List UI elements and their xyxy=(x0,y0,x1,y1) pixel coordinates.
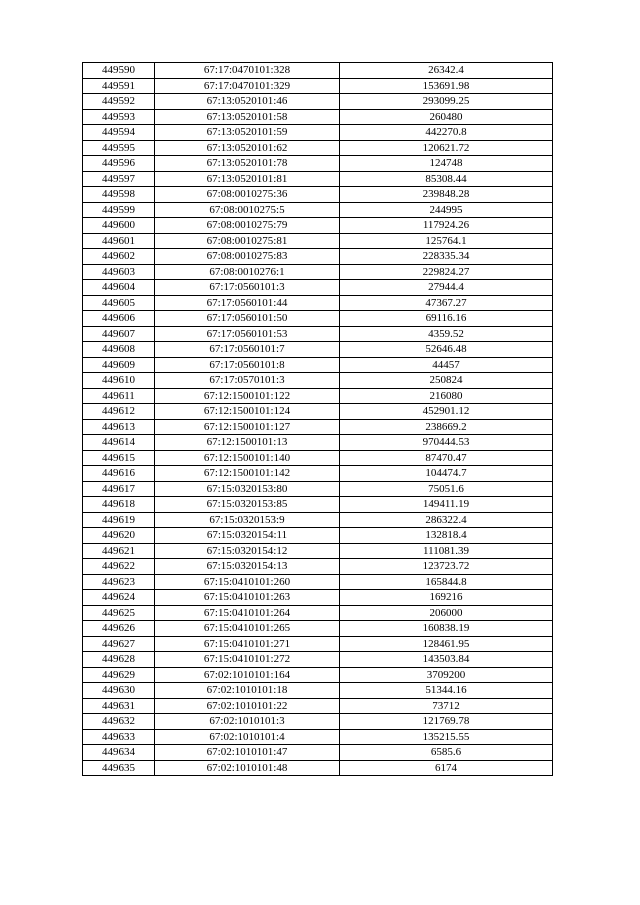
cadastral-number-cell: 67:02:1010101:47 xyxy=(155,745,340,761)
row-number-cell: 449602 xyxy=(83,249,155,265)
value-cell: 52646.48 xyxy=(340,342,553,358)
cadastral-number-cell: 67:12:1500101:13 xyxy=(155,435,340,451)
row-number-cell: 449622 xyxy=(83,559,155,575)
row-number-cell: 449632 xyxy=(83,714,155,730)
value-cell: 3709200 xyxy=(340,667,553,683)
table-row xyxy=(83,125,553,141)
value-cell: 169216 xyxy=(340,590,553,606)
value-cell: 229824.27 xyxy=(340,264,553,280)
row-number-cell: 449604 xyxy=(83,280,155,296)
table-row xyxy=(83,202,553,218)
cadastral-number-cell: 67:15:0410101:260 xyxy=(155,574,340,590)
table-row xyxy=(83,357,553,373)
row-number-cell: 449603 xyxy=(83,264,155,280)
value-cell: 73712 xyxy=(340,698,553,714)
value-cell: 87470.47 xyxy=(340,450,553,466)
table-row xyxy=(83,249,553,265)
row-number-cell: 449600 xyxy=(83,218,155,234)
table-row xyxy=(83,264,553,280)
cadastral-number-cell: 67:17:0570101:3 xyxy=(155,373,340,389)
cadastral-number-cell: 67:15:0320153:80 xyxy=(155,481,340,497)
cadastral-number-cell: 67:15:0320153:9 xyxy=(155,512,340,528)
table-row xyxy=(83,373,553,389)
table-row xyxy=(83,652,553,668)
table-row xyxy=(83,745,553,761)
value-cell: 85308.44 xyxy=(340,171,553,187)
value-cell: 238669.2 xyxy=(340,419,553,435)
value-cell: 117924.26 xyxy=(340,218,553,234)
table-row xyxy=(83,667,553,683)
row-number-cell: 449621 xyxy=(83,543,155,559)
value-cell: 26342.4 xyxy=(340,63,553,79)
table-row xyxy=(83,404,553,420)
table-row xyxy=(83,466,553,482)
cadastral-number-cell: 67:15:0410101:264 xyxy=(155,605,340,621)
table-row xyxy=(83,218,553,234)
row-number-cell: 449594 xyxy=(83,125,155,141)
cadastral-number-cell: 67:02:1010101:3 xyxy=(155,714,340,730)
value-cell: 135215.55 xyxy=(340,729,553,745)
row-number-cell: 449590 xyxy=(83,63,155,79)
table-row xyxy=(83,156,553,172)
row-number-cell: 449610 xyxy=(83,373,155,389)
value-cell: 260480 xyxy=(340,109,553,125)
value-cell: 123723.72 xyxy=(340,559,553,575)
cadastral-number-cell: 67:08:0010275:5 xyxy=(155,202,340,218)
row-number-cell: 449616 xyxy=(83,466,155,482)
cadastral-number-cell: 67:15:0410101:272 xyxy=(155,652,340,668)
cadastral-number-cell: 67:15:0410101:263 xyxy=(155,590,340,606)
value-cell: 132818.4 xyxy=(340,528,553,544)
table-row xyxy=(83,636,553,652)
cadastral-number-cell: 67:12:1500101:140 xyxy=(155,450,340,466)
value-cell: 75051.6 xyxy=(340,481,553,497)
cadastral-number-cell: 67:13:0520101:58 xyxy=(155,109,340,125)
cadastral-number-cell: 67:08:0010275:83 xyxy=(155,249,340,265)
value-cell: 44457 xyxy=(340,357,553,373)
cadastral-number-cell: 67:12:1500101:142 xyxy=(155,466,340,482)
row-number-cell: 449629 xyxy=(83,667,155,683)
row-number-cell: 449598 xyxy=(83,187,155,203)
cadastral-number-cell: 67:02:1010101:164 xyxy=(155,667,340,683)
table-row xyxy=(83,481,553,497)
table-row xyxy=(83,419,553,435)
cadastral-number-cell: 67:02:1010101:22 xyxy=(155,698,340,714)
value-cell: 6585.6 xyxy=(340,745,553,761)
cadastral-number-cell: 67:08:0010275:36 xyxy=(155,187,340,203)
row-number-cell: 449597 xyxy=(83,171,155,187)
row-number-cell: 449630 xyxy=(83,683,155,699)
table-row xyxy=(83,435,553,451)
value-cell: 165844.8 xyxy=(340,574,553,590)
row-number-cell: 449607 xyxy=(83,326,155,342)
cadastral-number-cell: 67:12:1500101:124 xyxy=(155,404,340,420)
table-row xyxy=(83,109,553,125)
value-cell: 244995 xyxy=(340,202,553,218)
value-cell: 120621.72 xyxy=(340,140,553,156)
row-number-cell: 449618 xyxy=(83,497,155,513)
row-number-cell: 449613 xyxy=(83,419,155,435)
value-cell: 286322.4 xyxy=(340,512,553,528)
cadastral-number-cell: 67:15:0320154:12 xyxy=(155,543,340,559)
row-number-cell: 449593 xyxy=(83,109,155,125)
row-number-cell: 449608 xyxy=(83,342,155,358)
row-number-cell: 449617 xyxy=(83,481,155,497)
row-number-cell: 449614 xyxy=(83,435,155,451)
value-cell: 6174 xyxy=(340,760,553,776)
value-cell: 216080 xyxy=(340,388,553,404)
value-cell: 970444.53 xyxy=(340,435,553,451)
table-row xyxy=(83,388,553,404)
table-row xyxy=(83,729,553,745)
row-number-cell: 449596 xyxy=(83,156,155,172)
table-row xyxy=(83,543,553,559)
table-row xyxy=(83,171,553,187)
value-cell: 69116.16 xyxy=(340,311,553,327)
value-cell: 124748 xyxy=(340,156,553,172)
row-number-cell: 449595 xyxy=(83,140,155,156)
table-row xyxy=(83,621,553,637)
value-cell: 4359.52 xyxy=(340,326,553,342)
data-table xyxy=(82,62,553,776)
value-cell: 228335.34 xyxy=(340,249,553,265)
table-row xyxy=(83,683,553,699)
cadastral-number-cell: 67:15:0320154:11 xyxy=(155,528,340,544)
row-number-cell: 449628 xyxy=(83,652,155,668)
table-row xyxy=(83,605,553,621)
row-number-cell: 449605 xyxy=(83,295,155,311)
table-row xyxy=(83,528,553,544)
row-number-cell: 449631 xyxy=(83,698,155,714)
table-row xyxy=(83,326,553,342)
table-row xyxy=(83,140,553,156)
cadastral-number-cell: 67:13:0520101:46 xyxy=(155,94,340,110)
cadastral-number-cell: 67:15:0320154:13 xyxy=(155,559,340,575)
value-cell: 153691.98 xyxy=(340,78,553,94)
value-cell: 452901.12 xyxy=(340,404,553,420)
cadastral-number-cell: 67:17:0560101:8 xyxy=(155,357,340,373)
cadastral-number-cell: 67:17:0560101:3 xyxy=(155,280,340,296)
cadastral-number-cell: 67:12:1500101:127 xyxy=(155,419,340,435)
cadastral-number-cell: 67:02:1010101:4 xyxy=(155,729,340,745)
cadastral-number-cell: 67:17:0560101:44 xyxy=(155,295,340,311)
table-row xyxy=(83,698,553,714)
table-row xyxy=(83,714,553,730)
table-row xyxy=(83,342,553,358)
cadastral-number-cell: 67:17:0560101:7 xyxy=(155,342,340,358)
row-number-cell: 449620 xyxy=(83,528,155,544)
table-row xyxy=(83,78,553,94)
row-number-cell: 449591 xyxy=(83,78,155,94)
table-row xyxy=(83,233,553,249)
row-number-cell: 449633 xyxy=(83,729,155,745)
cadastral-number-cell: 67:02:1010101:48 xyxy=(155,760,340,776)
table-row xyxy=(83,94,553,110)
row-number-cell: 449624 xyxy=(83,590,155,606)
table-row xyxy=(83,450,553,466)
cadastral-number-cell: 67:15:0410101:271 xyxy=(155,636,340,652)
row-number-cell: 449599 xyxy=(83,202,155,218)
table-row xyxy=(83,559,553,575)
cadastral-number-cell: 67:17:0560101:53 xyxy=(155,326,340,342)
value-cell: 149411.19 xyxy=(340,497,553,513)
value-cell: 206000 xyxy=(340,605,553,621)
table-row xyxy=(83,311,553,327)
row-number-cell: 449612 xyxy=(83,404,155,420)
table-row xyxy=(83,280,553,296)
cadastral-number-cell: 67:17:0560101:50 xyxy=(155,311,340,327)
value-cell: 47367.27 xyxy=(340,295,553,311)
table-row xyxy=(83,187,553,203)
value-cell: 125764.1 xyxy=(340,233,553,249)
row-number-cell: 449611 xyxy=(83,388,155,404)
table-row xyxy=(83,574,553,590)
row-number-cell: 449601 xyxy=(83,233,155,249)
cadastral-number-cell: 67:15:0320153:85 xyxy=(155,497,340,513)
cadastral-number-cell: 67:17:0470101:328 xyxy=(155,63,340,79)
value-cell: 293099.25 xyxy=(340,94,553,110)
value-cell: 27944.4 xyxy=(340,280,553,296)
cadastral-number-cell: 67:13:0520101:59 xyxy=(155,125,340,141)
table-row xyxy=(83,295,553,311)
row-number-cell: 449627 xyxy=(83,636,155,652)
row-number-cell: 449609 xyxy=(83,357,155,373)
value-cell: 121769.78 xyxy=(340,714,553,730)
value-cell: 442270.8 xyxy=(340,125,553,141)
row-number-cell: 449625 xyxy=(83,605,155,621)
table-row xyxy=(83,590,553,606)
row-number-cell: 449626 xyxy=(83,621,155,637)
row-number-cell: 449592 xyxy=(83,94,155,110)
cadastral-number-cell: 67:17:0470101:329 xyxy=(155,78,340,94)
value-cell: 51344.16 xyxy=(340,683,553,699)
row-number-cell: 449634 xyxy=(83,745,155,761)
table-row xyxy=(83,760,553,776)
row-number-cell: 449619 xyxy=(83,512,155,528)
cadastral-number-cell: 67:12:1500101:122 xyxy=(155,388,340,404)
value-cell: 104474.7 xyxy=(340,466,553,482)
cadastral-number-cell: 67:08:0010276:1 xyxy=(155,264,340,280)
value-cell: 239848.28 xyxy=(340,187,553,203)
value-cell: 143503.84 xyxy=(340,652,553,668)
row-number-cell: 449635 xyxy=(83,760,155,776)
row-number-cell: 449606 xyxy=(83,311,155,327)
value-cell: 111081.39 xyxy=(340,543,553,559)
cadastral-number-cell: 67:08:0010275:81 xyxy=(155,233,340,249)
table-row xyxy=(83,497,553,513)
table-row xyxy=(83,63,553,79)
row-number-cell: 449623 xyxy=(83,574,155,590)
cadastral-number-cell: 67:02:1010101:18 xyxy=(155,683,340,699)
cadastral-number-cell: 67:08:0010275:79 xyxy=(155,218,340,234)
value-cell: 250824 xyxy=(340,373,553,389)
table-row xyxy=(83,512,553,528)
cadastral-number-cell: 67:13:0520101:62 xyxy=(155,140,340,156)
value-cell: 128461.95 xyxy=(340,636,553,652)
row-number-cell: 449615 xyxy=(83,450,155,466)
cadastral-number-cell: 67:15:0410101:265 xyxy=(155,621,340,637)
cadastral-number-cell: 67:13:0520101:78 xyxy=(155,156,340,172)
table-body xyxy=(83,63,553,776)
value-cell: 160838.19 xyxy=(340,621,553,637)
cadastral-number-cell: 67:13:0520101:81 xyxy=(155,171,340,187)
